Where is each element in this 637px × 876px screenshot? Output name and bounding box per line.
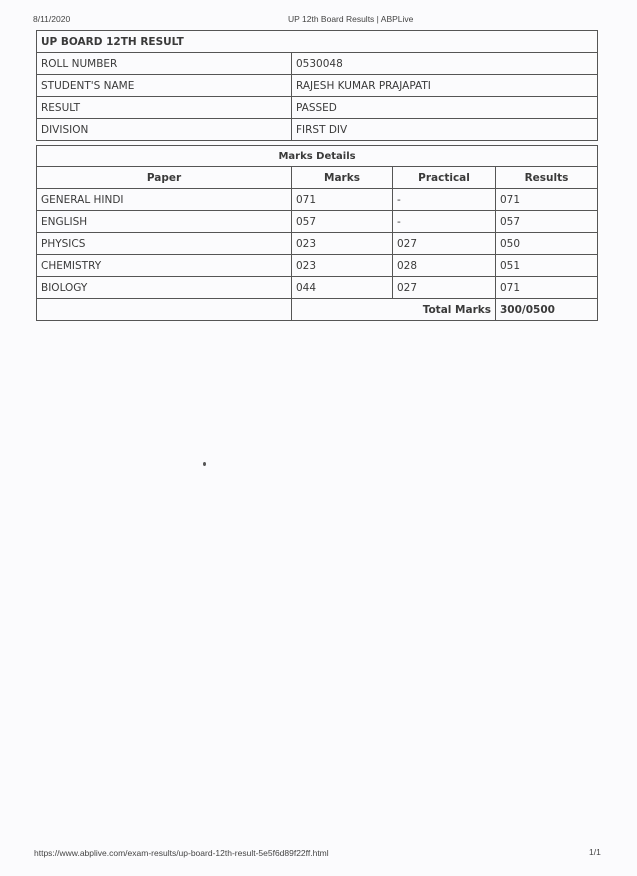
info-label: STUDENT'S NAME bbox=[37, 75, 292, 97]
info-row-roll-number bbox=[37, 53, 598, 75]
results-cell: 071 bbox=[496, 189, 598, 211]
results-cell: 071 bbox=[496, 277, 598, 299]
paper-cell: CHEMISTRY bbox=[37, 255, 292, 277]
marks-details-table bbox=[36, 145, 598, 321]
result-heading: UP BOARD 12TH RESULT bbox=[37, 31, 598, 53]
total-empty-cell bbox=[37, 299, 292, 321]
print-url: https://www.abplive.com/exam-results/up-board-12th-result-5e5f6d89f22ff.html bbox=[34, 848, 329, 858]
column-header-paper: Paper bbox=[37, 167, 292, 189]
practical-cell: 028 bbox=[393, 255, 496, 277]
paper-cell: ENGLISH bbox=[37, 211, 292, 233]
info-row-result bbox=[37, 97, 598, 119]
column-header-marks: Marks bbox=[292, 167, 393, 189]
paper-cell: PHYSICS bbox=[37, 233, 292, 255]
info-label: RESULT bbox=[37, 97, 292, 119]
column-header-results: Results bbox=[496, 167, 598, 189]
results-cell: 057 bbox=[496, 211, 598, 233]
print-page-title: UP 12th Board Results | ABPLive bbox=[288, 14, 414, 24]
marks-cell: 057 bbox=[292, 211, 393, 233]
info-label: ROLL NUMBER bbox=[37, 53, 292, 75]
table-row bbox=[37, 255, 598, 277]
paper-cell: BIOLOGY bbox=[37, 277, 292, 299]
table-row bbox=[37, 277, 598, 299]
scan-speck bbox=[203, 462, 206, 466]
info-label: DIVISION bbox=[37, 119, 292, 141]
total-marks-label: Total Marks bbox=[292, 299, 496, 321]
marks-header-row bbox=[37, 167, 598, 189]
table-row bbox=[37, 211, 598, 233]
column-header-practical: Practical bbox=[393, 167, 496, 189]
total-row bbox=[37, 299, 598, 321]
marks-cell: 023 bbox=[292, 255, 393, 277]
division-value: FIRST DIV bbox=[292, 119, 598, 141]
practical-cell: 027 bbox=[393, 233, 496, 255]
practical-cell: - bbox=[393, 211, 496, 233]
practical-cell: 027 bbox=[393, 277, 496, 299]
print-date: 8/11/2020 bbox=[33, 14, 71, 24]
marks-cell: 044 bbox=[292, 277, 393, 299]
roll-number-value: 0530048 bbox=[292, 53, 598, 75]
marks-details-caption: Marks Details bbox=[37, 146, 598, 167]
info-row-division bbox=[37, 119, 598, 141]
paper-cell: GENERAL HINDI bbox=[37, 189, 292, 211]
result-info-table bbox=[36, 30, 598, 141]
print-page-number: 1/1 bbox=[589, 847, 601, 857]
result-value: PASSED bbox=[292, 97, 598, 119]
results-cell: 050 bbox=[496, 233, 598, 255]
results-cell: 051 bbox=[496, 255, 598, 277]
student-name-value: RAJESH KUMAR PRAJAPATI bbox=[292, 75, 598, 97]
marks-cell: 071 bbox=[292, 189, 393, 211]
marks-cell: 023 bbox=[292, 233, 393, 255]
table-row bbox=[37, 233, 598, 255]
info-row-student-name bbox=[37, 75, 598, 97]
total-marks-value: 300/0500 bbox=[496, 299, 598, 321]
practical-cell: - bbox=[393, 189, 496, 211]
table-row bbox=[37, 189, 598, 211]
